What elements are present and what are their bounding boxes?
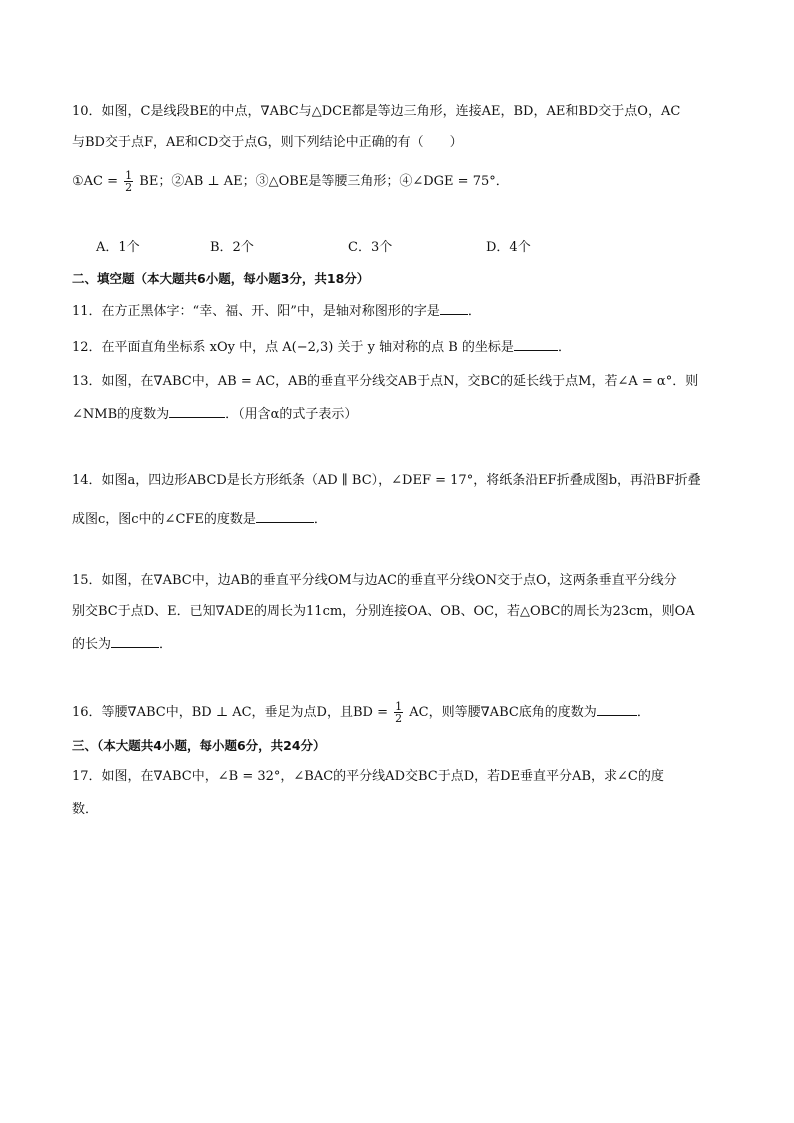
section-3-heading: 三、（本大题共4小题，每小题6分，共24分） — [72, 738, 326, 753]
choice-b[interactable]: B．2个 — [210, 240, 254, 255]
choice-d[interactable]: D．4个 — [486, 240, 531, 255]
q12-end: ． — [557, 340, 571, 355]
q13-text-b: ．（用含α的式子表示） — [225, 407, 358, 422]
q13-line2 — [72, 403, 357, 425]
q12-line — [72, 336, 571, 358]
q14-text-a: 成图c，图c中的∠CFE的度数是 — [72, 512, 256, 527]
q13-text-a: ∠NMB的度数为 — [72, 407, 170, 422]
fraction-one-half — [394, 701, 403, 724]
choice-a[interactable]: A．1个 — [96, 240, 140, 255]
choice-c[interactable]: C．3个 — [348, 240, 393, 255]
fraction-numerator: 1 — [125, 169, 133, 182]
q15-line3 — [72, 633, 172, 655]
q11-answer-blank[interactable] — [440, 300, 468, 315]
q15-text-b: ． — [159, 637, 173, 652]
q14-line1: 14．如图a，四边形ABCD是长方形纸条（AD ∥ BC），∠DEF = 17°，将纸条沿EF折叠成图b，再沿BF折叠 — [72, 473, 701, 488]
q16-answer-blank[interactable] — [597, 701, 637, 716]
q11-end: ． — [467, 304, 481, 319]
q13-line1: 13．如图，在∇ABC中，AB = AC，AB的垂直平分线交AB于点N，交BC的延长线于点M，若∠A = α°．则 — [72, 374, 699, 389]
fraction-denominator: 2 — [395, 712, 403, 725]
q10-statement-1: ①AC = — [72, 174, 119, 189]
q16-line — [72, 701, 650, 724]
q10-line2: 与BD交于点F，AE和CD交于点G，则下列结论中正确的有（ ） — [72, 135, 463, 150]
q10-line3 — [72, 170, 509, 193]
q11-line — [72, 300, 481, 322]
q12-text: 12．在平面直角坐标系 xOy 中，点 A(−2,3) 关于 y 轴对称的点 B 的坐标是 — [72, 340, 514, 355]
q16-end: ． — [636, 705, 650, 720]
q16-text-b: AC，则等腰∇ABC底角的度数为 — [409, 705, 597, 720]
q10-line1: 10．如图，C是线段BE的中点，∇ABC与△DCE都是等边三角形，连接AE，BD，AE和BD交于点O，AC — [72, 104, 681, 119]
fraction-numerator: 1 — [395, 700, 403, 713]
q10-choices — [96, 238, 746, 258]
section-2-heading: 二、填空题（本大题共6小题，每小题3分，共18分） — [72, 271, 370, 286]
q15-line2: 别交BC于点D、E．已知∇ADE的周长为11cm，分别连接OA、OB、OC，若△OBC的周长为23cm，则OA — [72, 604, 695, 619]
fraction-denominator: 2 — [125, 181, 133, 194]
q15-answer-blank[interactable] — [111, 633, 159, 648]
q14-text-b: ． — [313, 512, 327, 527]
q14-answer-blank[interactable] — [256, 508, 314, 523]
q17-line1: 17．如图，在∇ABC中，∠B = 32°，∠BAC的平分线AD交BC于点D，若DE垂直平分AB，求∠C的度 — [72, 769, 664, 784]
fraction-one-half — [124, 170, 133, 193]
q10-statements-rest: BE；②AB ⊥ AE；③△OBE是等腰三角形；④∠DGE = 75°． — [139, 174, 509, 189]
q16-text-a: 16．等腰∇ABC中，BD ⊥ AC，垂足为点D，且BD = — [72, 705, 388, 720]
q17-line2: 数． — [72, 802, 99, 817]
q13-answer-blank[interactable] — [169, 403, 225, 418]
q12-answer-blank[interactable] — [514, 336, 558, 351]
q15-text-a: 的长为 — [72, 637, 112, 652]
q15-line1: 15．如图，在∇ABC中，边AB的垂直平分线OM与边AC的垂直平分线ON交于点O，这两条垂直平分线分 — [72, 573, 677, 588]
q14-line2 — [72, 508, 327, 530]
q11-text: 11．在方正黑体字：“幸、福、开、阳”中，是轴对称图形的字是 — [72, 304, 440, 319]
